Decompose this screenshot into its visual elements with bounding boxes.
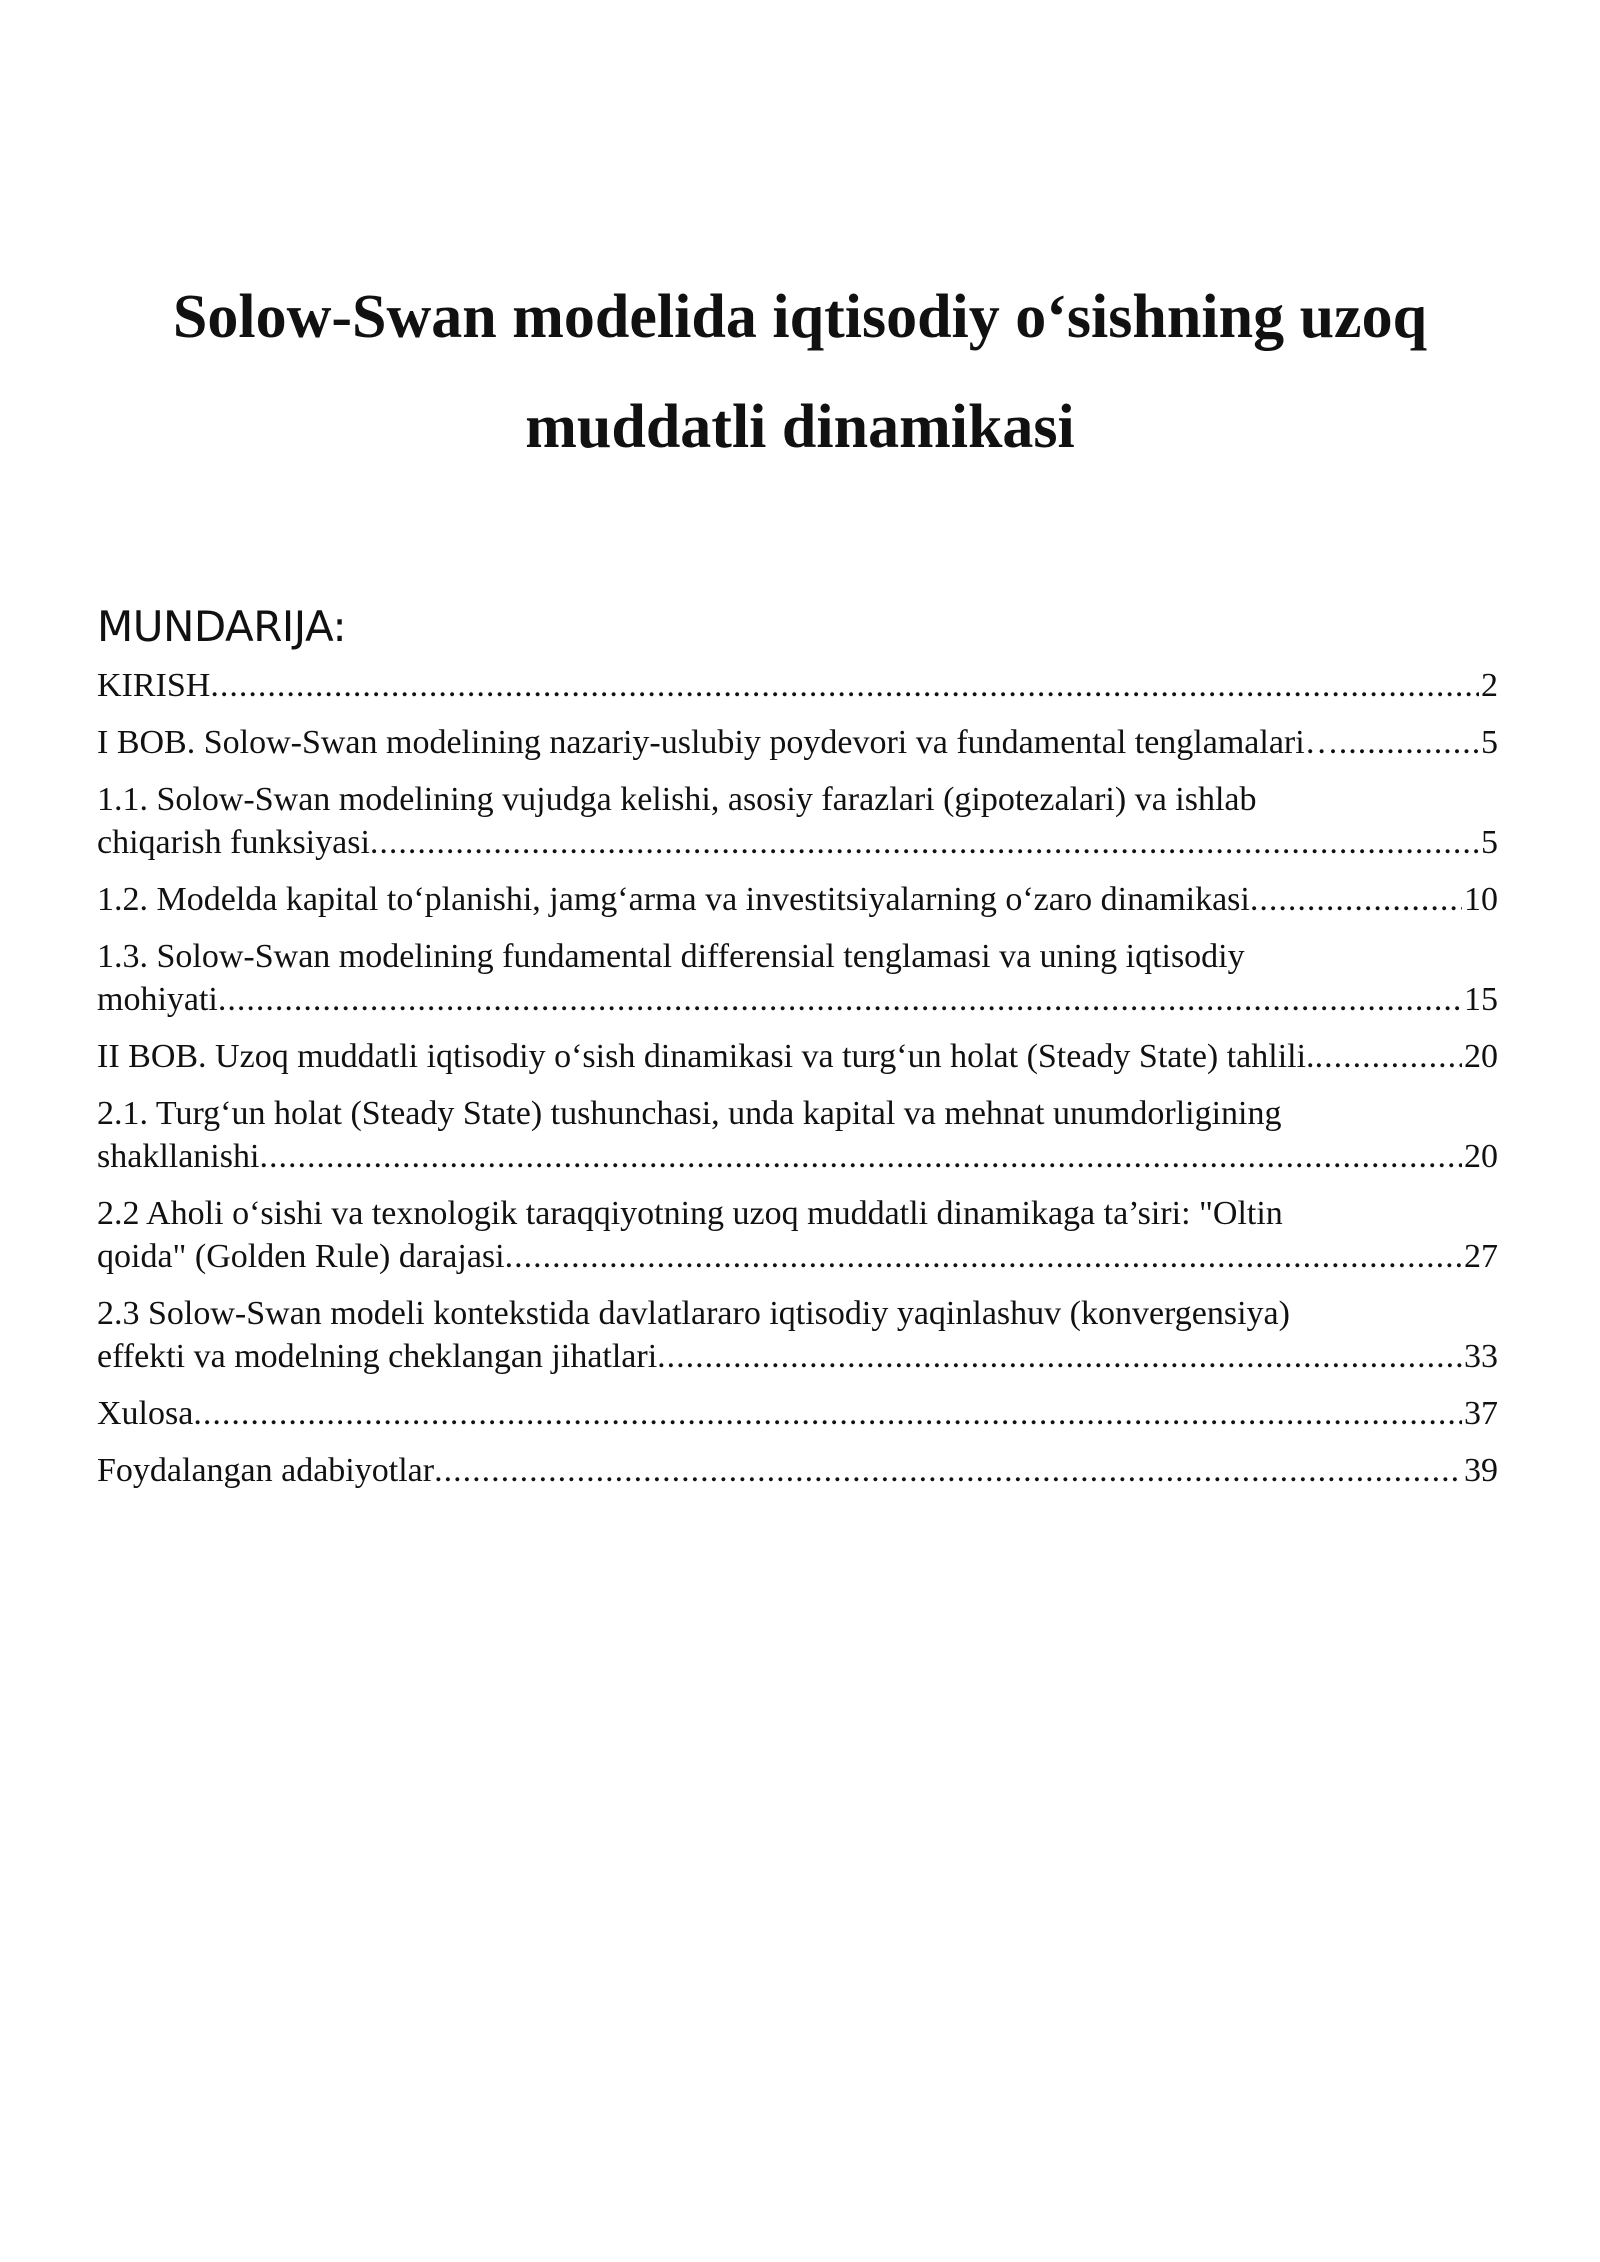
toc-dot-leader: [259, 1135, 1462, 1178]
document-title: Solow-Swan modelida iqtisodiy o‘sishning uzoq muddatli dinamikasi: [172, 283, 1428, 461]
toc-entry[interactable]: [97, 721, 1498, 764]
toc-entry-label: shakllanishi: [97, 1138, 260, 1175]
toc-entry[interactable]: [97, 1392, 1498, 1435]
toc-page-number: 37: [1464, 1395, 1498, 1432]
toc-entry-line: [97, 821, 1498, 864]
toc-entry[interactable]: [97, 1092, 1498, 1178]
toc-entry-line: [97, 1035, 1498, 1078]
toc-page-number: 20: [1464, 1038, 1498, 1075]
toc-dot-leader: [193, 1392, 1462, 1435]
toc-entry[interactable]: [97, 778, 1498, 864]
toc-page-number: 39: [1464, 1452, 1498, 1489]
toc-dot-leader: [505, 1235, 1462, 1278]
toc-dot-leader: [370, 821, 1479, 864]
toc-entry-line: [97, 1235, 1498, 1278]
toc-entry-label: KIRISH: [97, 667, 211, 704]
toc-entry-label: qoida" (Golden Rule) darajasi: [97, 1238, 505, 1275]
toc-entry[interactable]: [97, 878, 1498, 921]
toc-entry[interactable]: [97, 1292, 1498, 1378]
toc-entry-label: Foydalangan adabiyotlar: [97, 1452, 435, 1489]
toc-list: [97, 664, 1498, 1492]
toc-entry-line: [97, 1392, 1498, 1435]
toc-entry-line: [97, 878, 1498, 921]
toc-entry-label: mohiyati: [97, 981, 218, 1018]
toc-page-number: 5: [1481, 724, 1498, 761]
toc-dot-leader: [657, 1335, 1462, 1378]
toc-entry[interactable]: [97, 1449, 1498, 1492]
toc-entry-label: chiqarish funksiyasi: [97, 824, 370, 861]
toc-entry-line: [97, 721, 1498, 764]
toc-page-number: 2: [1481, 667, 1498, 704]
toc-dot-leader: [1315, 1035, 1462, 1078]
toc-entry-label: Xulosa: [97, 1395, 194, 1432]
toc-page-number: 10: [1464, 881, 1498, 918]
toc-entry-line: [97, 1335, 1498, 1378]
toc-entry-line: [97, 978, 1498, 1021]
toc-entry-label: effekti va modelning cheklangan jihatlari: [97, 1338, 658, 1375]
toc-entry-label: I BOB. Solow-Swan modelining nazariy-uslubiy poydevori va fundamental tenglamalari…: [97, 724, 1339, 761]
toc-dot-leader: [218, 978, 1462, 1021]
toc-dot-leader: [434, 1449, 1462, 1492]
toc-entry-line: [97, 1135, 1498, 1178]
toc-entry[interactable]: [97, 664, 1498, 707]
toc-entry-text-line: 2.2 Aholi o‘sishi va texnologik taraqqiyotning uzoq muddatli dinamikaga ta’siri: "Oltin: [97, 1195, 1283, 1232]
toc-page-number: 15: [1464, 981, 1498, 1018]
toc-page-number: 5: [1481, 824, 1498, 861]
toc-page-number: 27: [1464, 1238, 1498, 1275]
toc-heading: MUNDARIJA:: [97, 602, 347, 651]
table-of-contents: [97, 590, 1498, 1506]
toc-page-number: 20: [1464, 1138, 1498, 1175]
toc-entry[interactable]: [97, 1192, 1498, 1278]
toc-dot-leader: [1250, 878, 1462, 921]
toc-entry-line: [97, 1449, 1498, 1492]
toc-entry[interactable]: [97, 1035, 1498, 1078]
toc-dot-leader: [210, 664, 1479, 707]
toc-page-number: 33: [1464, 1338, 1498, 1375]
toc-entry-text-line: 2.1. Turg‘un holat (Steady State) tushunchasi, unda kapital va mehnat unumdorligining: [97, 1095, 1282, 1132]
toc-entry-label: 1.2. Modelda kapital to‘planishi, jamg‘arma va investitsiyalarning o‘zaro dinamikasi: [97, 881, 1250, 918]
toc-dot-leader: [1339, 721, 1479, 764]
toc-entry-text-line: 1.1. Solow-Swan modelining vujudga kelishi, asosiy farazlari (gipotezalari) va ishlab: [97, 781, 1257, 818]
toc-entry[interactable]: [97, 935, 1498, 1021]
toc-entry-text-line: 1.3. Solow-Swan modelining fundamental differensial tenglamasi va uning iqtisodiy: [97, 938, 1245, 975]
toc-entry-text-line: 2.3 Solow-Swan modeli kontekstida davlatlararo iqtisodiy yaqinlashuv (konvergensiya): [97, 1295, 1290, 1332]
toc-entry-line: [97, 664, 1498, 707]
toc-entry-label: II BOB. Uzoq muddatli iqtisodiy o‘sish dinamikasi va turg‘un holat (Steady State) tahlili.: [97, 1038, 1315, 1075]
